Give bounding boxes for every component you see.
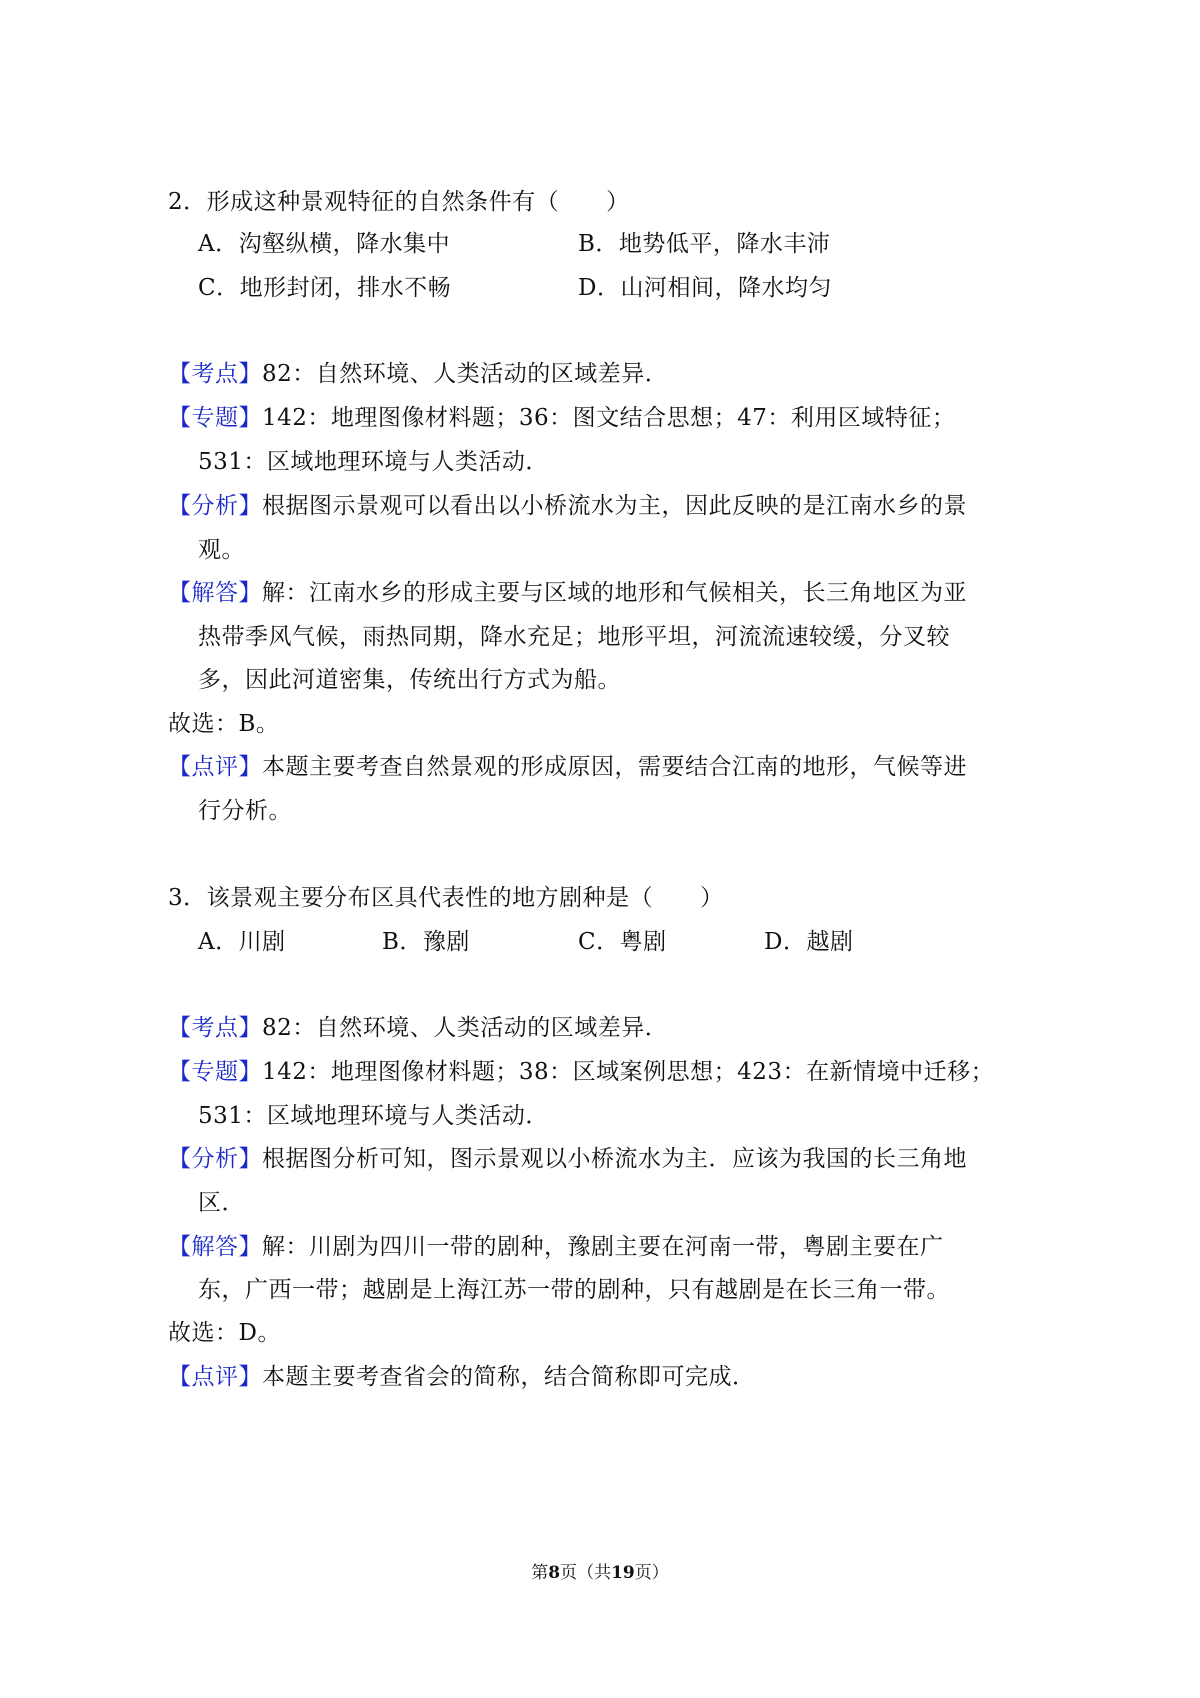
question-3-option-d: D．越剧 (764, 929, 854, 955)
q3-jieda-cont: 东，广西一带；越剧是上海江苏一带的剧种，只有越剧是在长三角一带。 (198, 1277, 950, 1303)
q2-zhuanti-cont: 531：区域地理环境与人类活动． (198, 449, 549, 475)
jieda-tag: 【解答】 (168, 580, 262, 606)
dianping-tag: 【点评】 (168, 754, 262, 780)
footer-page-number: 8 (548, 1563, 561, 1583)
question-3-option-c: C．粤剧 (578, 929, 667, 955)
kaodian-text: 82：自然环境、人类活动的区域差异． (262, 1015, 669, 1041)
q3-fenxi (168, 1143, 967, 1175)
q2-dianping-cont: 行分析。 (198, 798, 292, 824)
q2-jieda (168, 577, 967, 609)
fenxi-tag: 【分析】 (168, 1146, 262, 1172)
kaodian-tag: 【考点】 (168, 1015, 262, 1041)
kaodian-tag: 【考点】 (168, 361, 262, 387)
q2-answer: 故选：B。 (168, 711, 280, 737)
q2-fenxi-cont: 观。 (198, 537, 245, 563)
q3-fenxi-cont: 区． (198, 1190, 245, 1216)
question-3-option-b: B．豫剧 (382, 929, 470, 955)
q3-dianping (168, 1361, 756, 1393)
fenxi-text: 根据图示景观可以看出以小桥流水为主，因此反映的是江南水乡的景 (262, 493, 967, 519)
q2-jieda-cont-2: 多，因此河道密集，传统出行方式为船。 (198, 667, 621, 693)
q2-fenxi (168, 490, 967, 522)
jieda-text: 解：江南水乡的形成主要与区域的地形和气候相关，长三角地区为亚 (262, 580, 967, 606)
q3-kaodian (168, 1012, 668, 1044)
jieda-tag: 【解答】 (168, 1234, 262, 1260)
zhuanti-text: 142：地理图像材料题；38：区域案例思想；423：在新情境中迁移； (262, 1059, 995, 1085)
dianping-text: 本题主要考查自然景观的形成原因，需要结合江南的地形，气候等进 (262, 754, 967, 780)
kaodian-text: 82：自然环境、人类活动的区域差异． (262, 361, 669, 387)
zhuanti-tag: 【专题】 (168, 1059, 262, 1085)
q2-dianping (168, 751, 967, 783)
q3-jieda (168, 1231, 944, 1263)
zhuanti-text: 142：地理图像材料题；36：图文结合思想；47：利用区域特征； (262, 405, 956, 431)
fenxi-text: 根据图分析可知，图示景观以小桥流水为主．应该为我国的长三角地 (262, 1146, 967, 1172)
question-2-option-a: A．沟壑纵横，降水集中 (198, 231, 451, 257)
footer-prefix: 第 (531, 1563, 549, 1583)
zhuanti-tag: 【专题】 (168, 405, 262, 431)
footer-total-pages: 19 (611, 1563, 635, 1583)
question-2-option-d: D．山河相间，降水均匀 (578, 275, 832, 301)
jieda-text: 解：川剧为四川一带的剧种，豫剧主要在河南一带，粤剧主要在广 (262, 1234, 944, 1260)
q3-answer: 故选：D。 (168, 1320, 281, 1346)
question-2-option-b: B．地势低平，降水丰沛 (578, 231, 831, 257)
page-footer (0, 1561, 1200, 1585)
footer-middle: 页（共 (560, 1563, 612, 1583)
question-3-option-a: A．川剧 (198, 929, 286, 955)
footer-suffix: 页） (634, 1563, 669, 1583)
dianping-text: 本题主要考查省会的简称，结合简称即可完成． (262, 1364, 756, 1390)
fenxi-tag: 【分析】 (168, 493, 262, 519)
question-3-stem: 3．该景观主要分布区具代表性的地方剧种是（ ） (168, 885, 724, 911)
q3-zhuanti (168, 1056, 994, 1088)
q2-kaodian (168, 358, 668, 390)
question-2-stem: 2．形成这种景观特征的自然条件有（ ） (168, 189, 630, 215)
q2-zhuanti (168, 402, 955, 434)
question-2-option-c: C．地形封闭，排水不畅 (198, 275, 452, 301)
q3-zhuanti-cont: 531：区域地理环境与人类活动． (198, 1103, 549, 1129)
dianping-tag: 【点评】 (168, 1364, 262, 1390)
q2-jieda-cont-1: 热带季风气候，雨热同期，降水充足；地形平坦，河流流速较缓，分叉较 (198, 624, 950, 650)
